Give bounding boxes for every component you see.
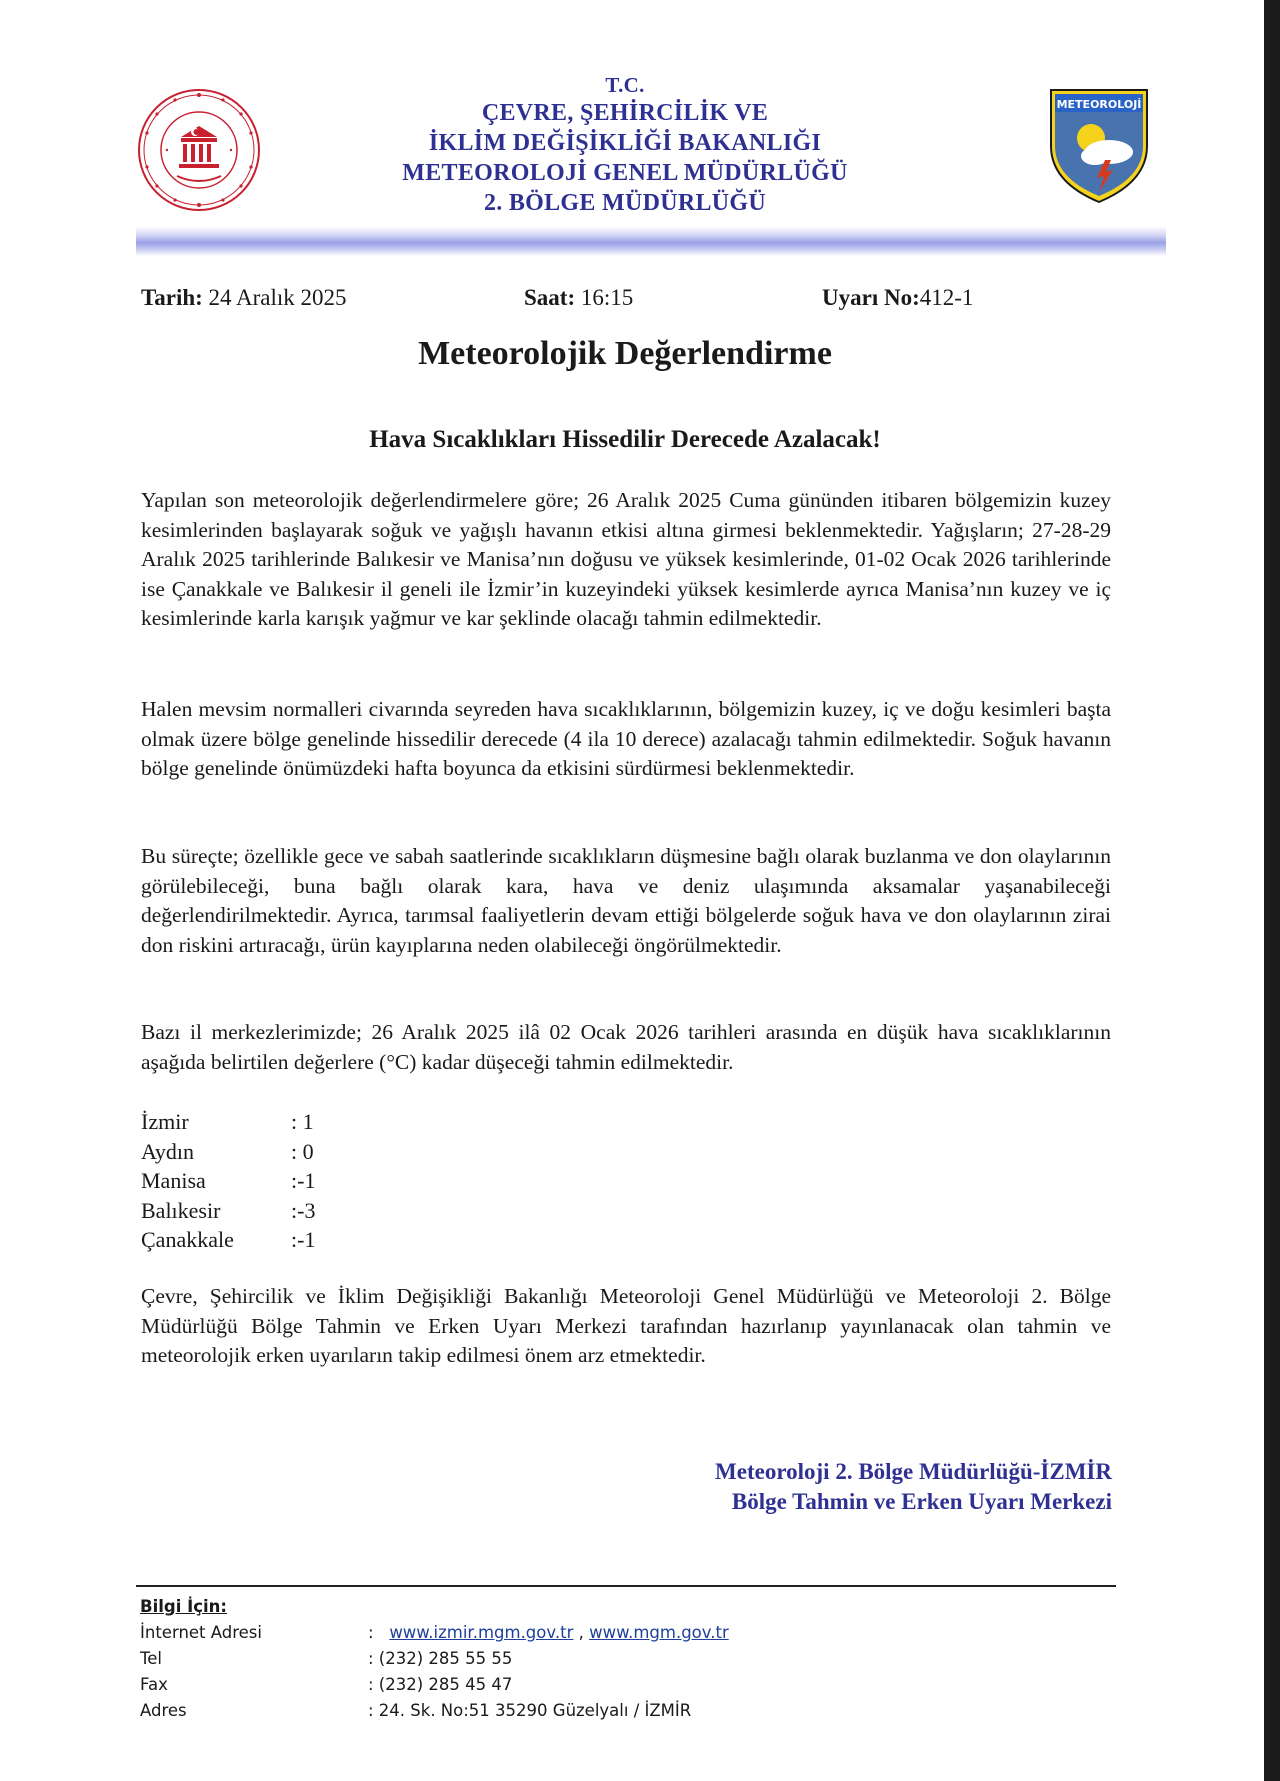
- link-separator: ,: [578, 1623, 584, 1642]
- header-line-ministry-1: ÇEVRE, ŞEHİRCİLİK VE: [481, 100, 769, 126]
- logo-text: METEOROLOJİ: [1056, 98, 1142, 111]
- signature-block: [715, 1457, 1112, 1517]
- city-temp: :-1: [291, 1227, 316, 1252]
- city-name: Çanakkale: [141, 1227, 234, 1252]
- warning-value: 412-1: [919, 285, 974, 310]
- time-value: 16:15: [580, 285, 634, 310]
- paragraph-3: Bu süreçte; özellikle gece ve sabah saatlerinde sıcaklıkların düşmesine bağlı olarak buzlanma ve don olaylarının görülebileceği, buna bağlı olarak kara, hava ve deniz ulaşımında aksamalar yaşanabileceği değerlendirilmektedir. Ayrıca, tarımsal faaliyetlerin devam ettiği bölgelerde soğuk hava ve don olaylarının zirai don riskini artıracağı, ürün kayıplarına neden olabileceği öngörülmektedir.: [141, 844, 1111, 957]
- contact-info: [140, 1594, 729, 1724]
- time-field: [524, 285, 633, 311]
- paragraph-2: Halen mevsim normalleri civarında seyreden hava sıcaklıklarının, bölgemizin kuzey, iç ve doğu kesimleri başta olmak üzere bölge genelinde hissedilir derecede (4 ila 10 derece) azalacağı tahmin edilmektedir. Soğuk havanın bölge genelinde önümüzdeki hafta boyunca da etkisini sürdürmesi beklenmektedir.: [141, 697, 1111, 780]
- address-label: Adres: [140, 1701, 187, 1720]
- mgm-link[interactable]: www.mgm.gov.tr: [589, 1623, 729, 1642]
- temperature-row: [141, 1196, 315, 1226]
- institution-header: [300, 72, 950, 218]
- temperature-row: [141, 1107, 315, 1137]
- city-temp: : 0: [291, 1138, 314, 1164]
- city-temp: :-3: [291, 1197, 316, 1223]
- temperature-row: [141, 1225, 315, 1255]
- temperature-row: [141, 1166, 315, 1196]
- city-name: İzmir: [141, 1109, 189, 1134]
- header-line-tc: T.C.: [605, 73, 645, 97]
- temperature-row: [141, 1137, 315, 1167]
- meteoroloji-shield-logo: [1047, 86, 1151, 206]
- date-label: Tarih:: [141, 285, 203, 310]
- contact-row-internet: [140, 1620, 729, 1646]
- time-label: Saat:: [524, 285, 576, 310]
- document-title: Meteorolojik Değerlendirme: [418, 335, 832, 372]
- paragraph-5: Çevre, Şehircilik ve İklim Değişikliği Bakanlığı Meteoroloji Genel Müdürlüğü ve Meteoroloji 2. Bölge Müdürlüğü Bölge Tahmin ve Erken Uyarı Merkezi tarafından hazırlanıp yayınlanacak olan tahmin ve meteorolojik erken uyarıların takip edilmesi önem arz etmektedir.: [141, 1284, 1111, 1367]
- fax-label: Fax: [140, 1675, 168, 1694]
- signature-line-1: Meteoroloji 2. Bölge Müdürlüğü-İZMİR: [715, 1459, 1112, 1484]
- signature-line-2: Bölge Tahmin ve Erken Uyarı Merkezi: [731, 1489, 1112, 1514]
- date-value: 24 Aralık 2025: [208, 285, 347, 310]
- city-name: Manisa: [141, 1168, 206, 1193]
- tel-label: Tel: [140, 1649, 163, 1668]
- contact-row-tel: [140, 1646, 729, 1672]
- temperature-list: [141, 1107, 315, 1255]
- header-line-ministry-2: İKLİM DEĞİŞİKLİĞİ BAKANLIĞI: [428, 130, 822, 156]
- paragraph-1: Yapılan son meteorolojik değerlendirmelere göre; 26 Aralık 2025 Cuma gününden itibaren bölgemizin kuzey kesimlerinden başlayarak soğuk ve yağışlı havanın etkisi altına girmesi beklenmektedir. Yağışların; 27-28-29 Aralık 2025 tarihlerinde Balıkesir ve Manisa’nın doğusu ve yüksek kesimlerinde, 01-02 Ocak 2026 tarihlerinde ise Çanakkale ve Balıkesir il geneli ile İzmir’in kuzeyindeki yüksek kesimlerde ayrıca Manisa’nın kuzey ve iç kesimlerinde karla karışık yağmur ve kar şeklinde olacağı tahmin edilmektedir.: [141, 488, 1111, 630]
- footer-divider: [136, 1585, 1116, 1587]
- warning-label: Uyarı No:: [822, 285, 920, 310]
- contact-heading: Bilgi İçin:: [140, 1597, 228, 1616]
- date-field: [141, 285, 347, 311]
- internet-separator: :: [368, 1623, 374, 1642]
- header-line-directorate: METEOROLOJİ GENEL MÜDÜRLÜĞÜ: [402, 160, 848, 186]
- internet-value: [368, 1620, 729, 1646]
- tel-value: : (232) 285 55 55: [368, 1649, 513, 1668]
- city-temp: : 1: [291, 1109, 314, 1134]
- city-temp: :-1: [291, 1168, 316, 1193]
- warning-number-field: [822, 285, 973, 311]
- contact-row-fax: [140, 1672, 729, 1698]
- fax-value: : (232) 285 45 47: [368, 1675, 513, 1694]
- document-subtitle: Hava Sıcaklıkları Hissedilir Derecede Azalacak!: [369, 426, 881, 453]
- address-value: : 24. Sk. No:51 35290 Güzelyalı / İZMİR: [368, 1701, 692, 1720]
- city-name: Balıkesir: [141, 1197, 221, 1223]
- ministry-seal-logo: [137, 88, 261, 212]
- right-edge-bar: [1264, 0, 1280, 1781]
- paragraph-4: Bazı il merkezlerimizde; 26 Aralık 2025 ilâ 02 Ocak 2026 tarihleri arasında en düşük hava sıcaklıklarının aşağıda belirtilen değerlere (°C) kadar düşeceği tahmin edilmektedir.: [141, 1020, 1111, 1074]
- izmir-mgm-link[interactable]: www.izmir.mgm.gov.tr: [389, 1623, 574, 1642]
- city-name: Aydın: [141, 1138, 194, 1164]
- internet-label: İnternet Adresi: [140, 1623, 262, 1642]
- contact-row-address: [140, 1698, 729, 1724]
- header-divider-band: [136, 226, 1166, 256]
- header-line-region: 2. BÖLGE MÜDÜRLÜĞÜ: [483, 190, 767, 216]
